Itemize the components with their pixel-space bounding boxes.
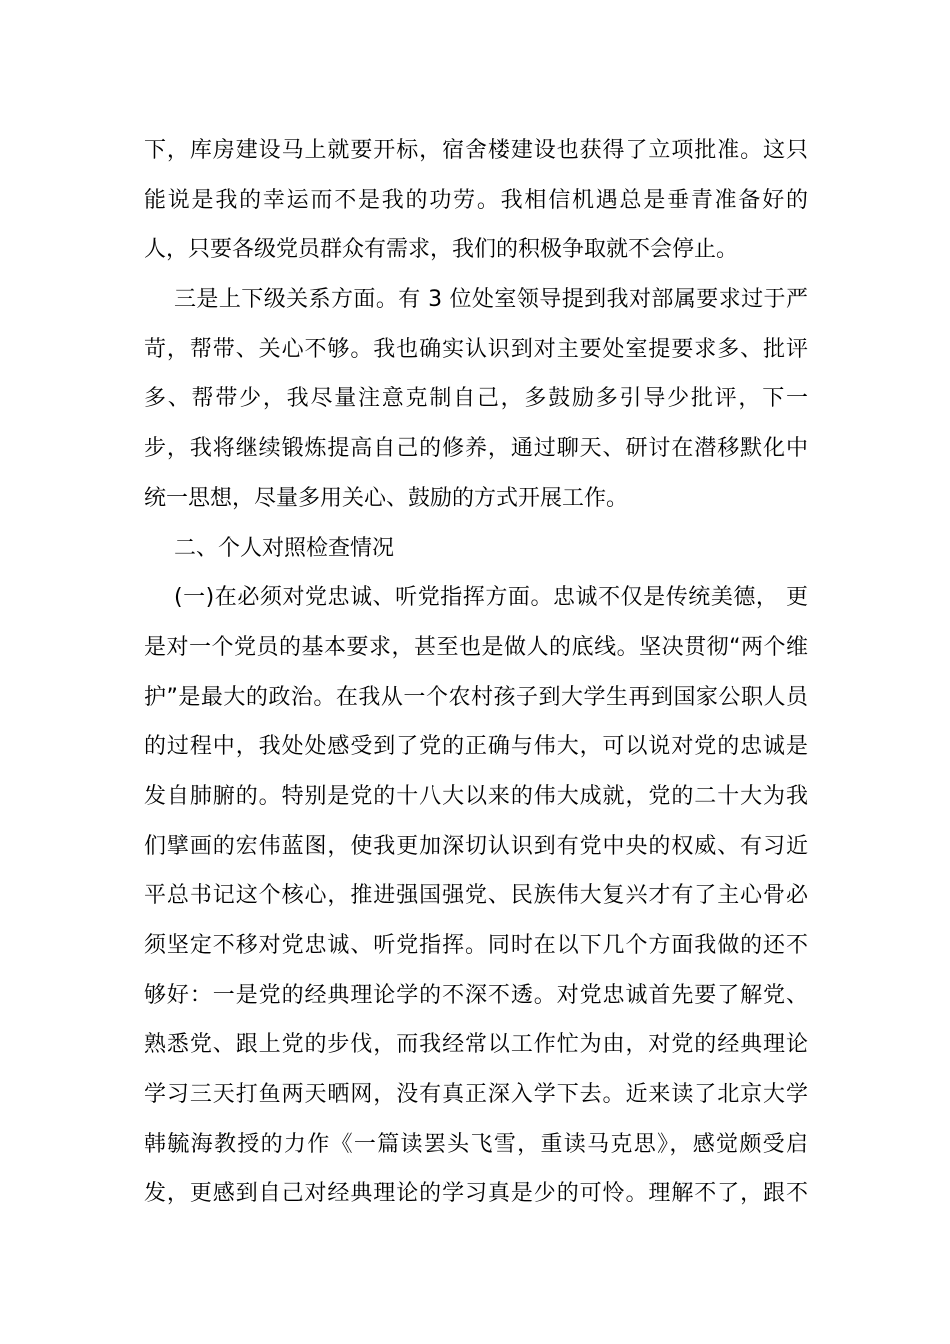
text-line: 步，我将继续锻炼提高自己的修养，通过聊天、研讨在潜移默化中 bbox=[144, 436, 808, 462]
text-line: 人，只要各级党员群众有需求，我们的积极争取就不会停止。 bbox=[144, 237, 739, 263]
text-line: 平总书记这个核心，推进强国强党、民族伟大复兴才有了主心骨必 bbox=[144, 883, 808, 909]
text-line: 多、帮带少，我尽量注意克制自己，多鼓励多引导少批评，下一 bbox=[144, 386, 808, 412]
text-line: 发自肺腑的。特别是党的十八大以来的伟大成就，党的二十大为我 bbox=[144, 783, 808, 809]
text-line: 下，库房建设马上就要开标，宿舍楼建设也获得了立项批准。这只 bbox=[144, 138, 808, 163]
text-line: 发，更感到自己对经典理论的学习真是少的可怜。理解不了，跟不 bbox=[144, 1181, 808, 1207]
text-line: 学习三天打鱼两天晒网，没有真正深入学下去。近来读了北京大学 bbox=[144, 1082, 808, 1108]
text-line: 统一思想，尽量多用关心、鼓励的方式开展工作。 bbox=[144, 485, 629, 511]
text-line: (一)在必须对党忠诚、听党指挥方面。忠诚不仅是传统美德， 更 bbox=[174, 585, 808, 611]
text-line: 是对一个党员的基本要求，甚至也是做人的底线。坚决贯彻“两个维 bbox=[144, 634, 808, 660]
text-line: 三是上下级关系方面。有 3 位处室领导提到我对部属要求过于严 bbox=[174, 287, 808, 313]
text-line: 韩毓海教授的力作《一篇读罢头飞雪，重读马克思》，感觉颇受启 bbox=[144, 1131, 808, 1157]
text-line: 够好：一是党的经典理论学的不深不透。对党忠诚首先要了解党、 bbox=[144, 982, 808, 1008]
text-line: 的过程中，我处处感受到了党的正确与伟大，可以说对党的忠诚是 bbox=[144, 734, 808, 760]
text-line: 熟悉党、跟上党的步伐，而我经常以工作忙为由，对党的经典理论 bbox=[144, 1032, 808, 1058]
text-line: 苛，帮带、关心不够。我也确实认识到对主要处室提要求多、批评 bbox=[144, 336, 808, 362]
document-body bbox=[144, 126, 808, 1219]
text-line: 须坚定不移对党忠诚、听党指挥。同时在以下几个方面我做的还不 bbox=[144, 933, 808, 958]
text-line: 能说是我的幸运而不是我的功劳。我相信机遇总是垂青准备好的 bbox=[144, 187, 808, 213]
text-line: 护”是最大的政治。在我从一个农村孩子到大学生再到国家公职人员 bbox=[144, 684, 808, 710]
text-line: 们擘画的宏伟蓝图，使我更加深切认识到有党中央的权威、有习近 bbox=[144, 833, 808, 859]
section-heading: 二、个人对照检查情况 bbox=[174, 535, 395, 561]
